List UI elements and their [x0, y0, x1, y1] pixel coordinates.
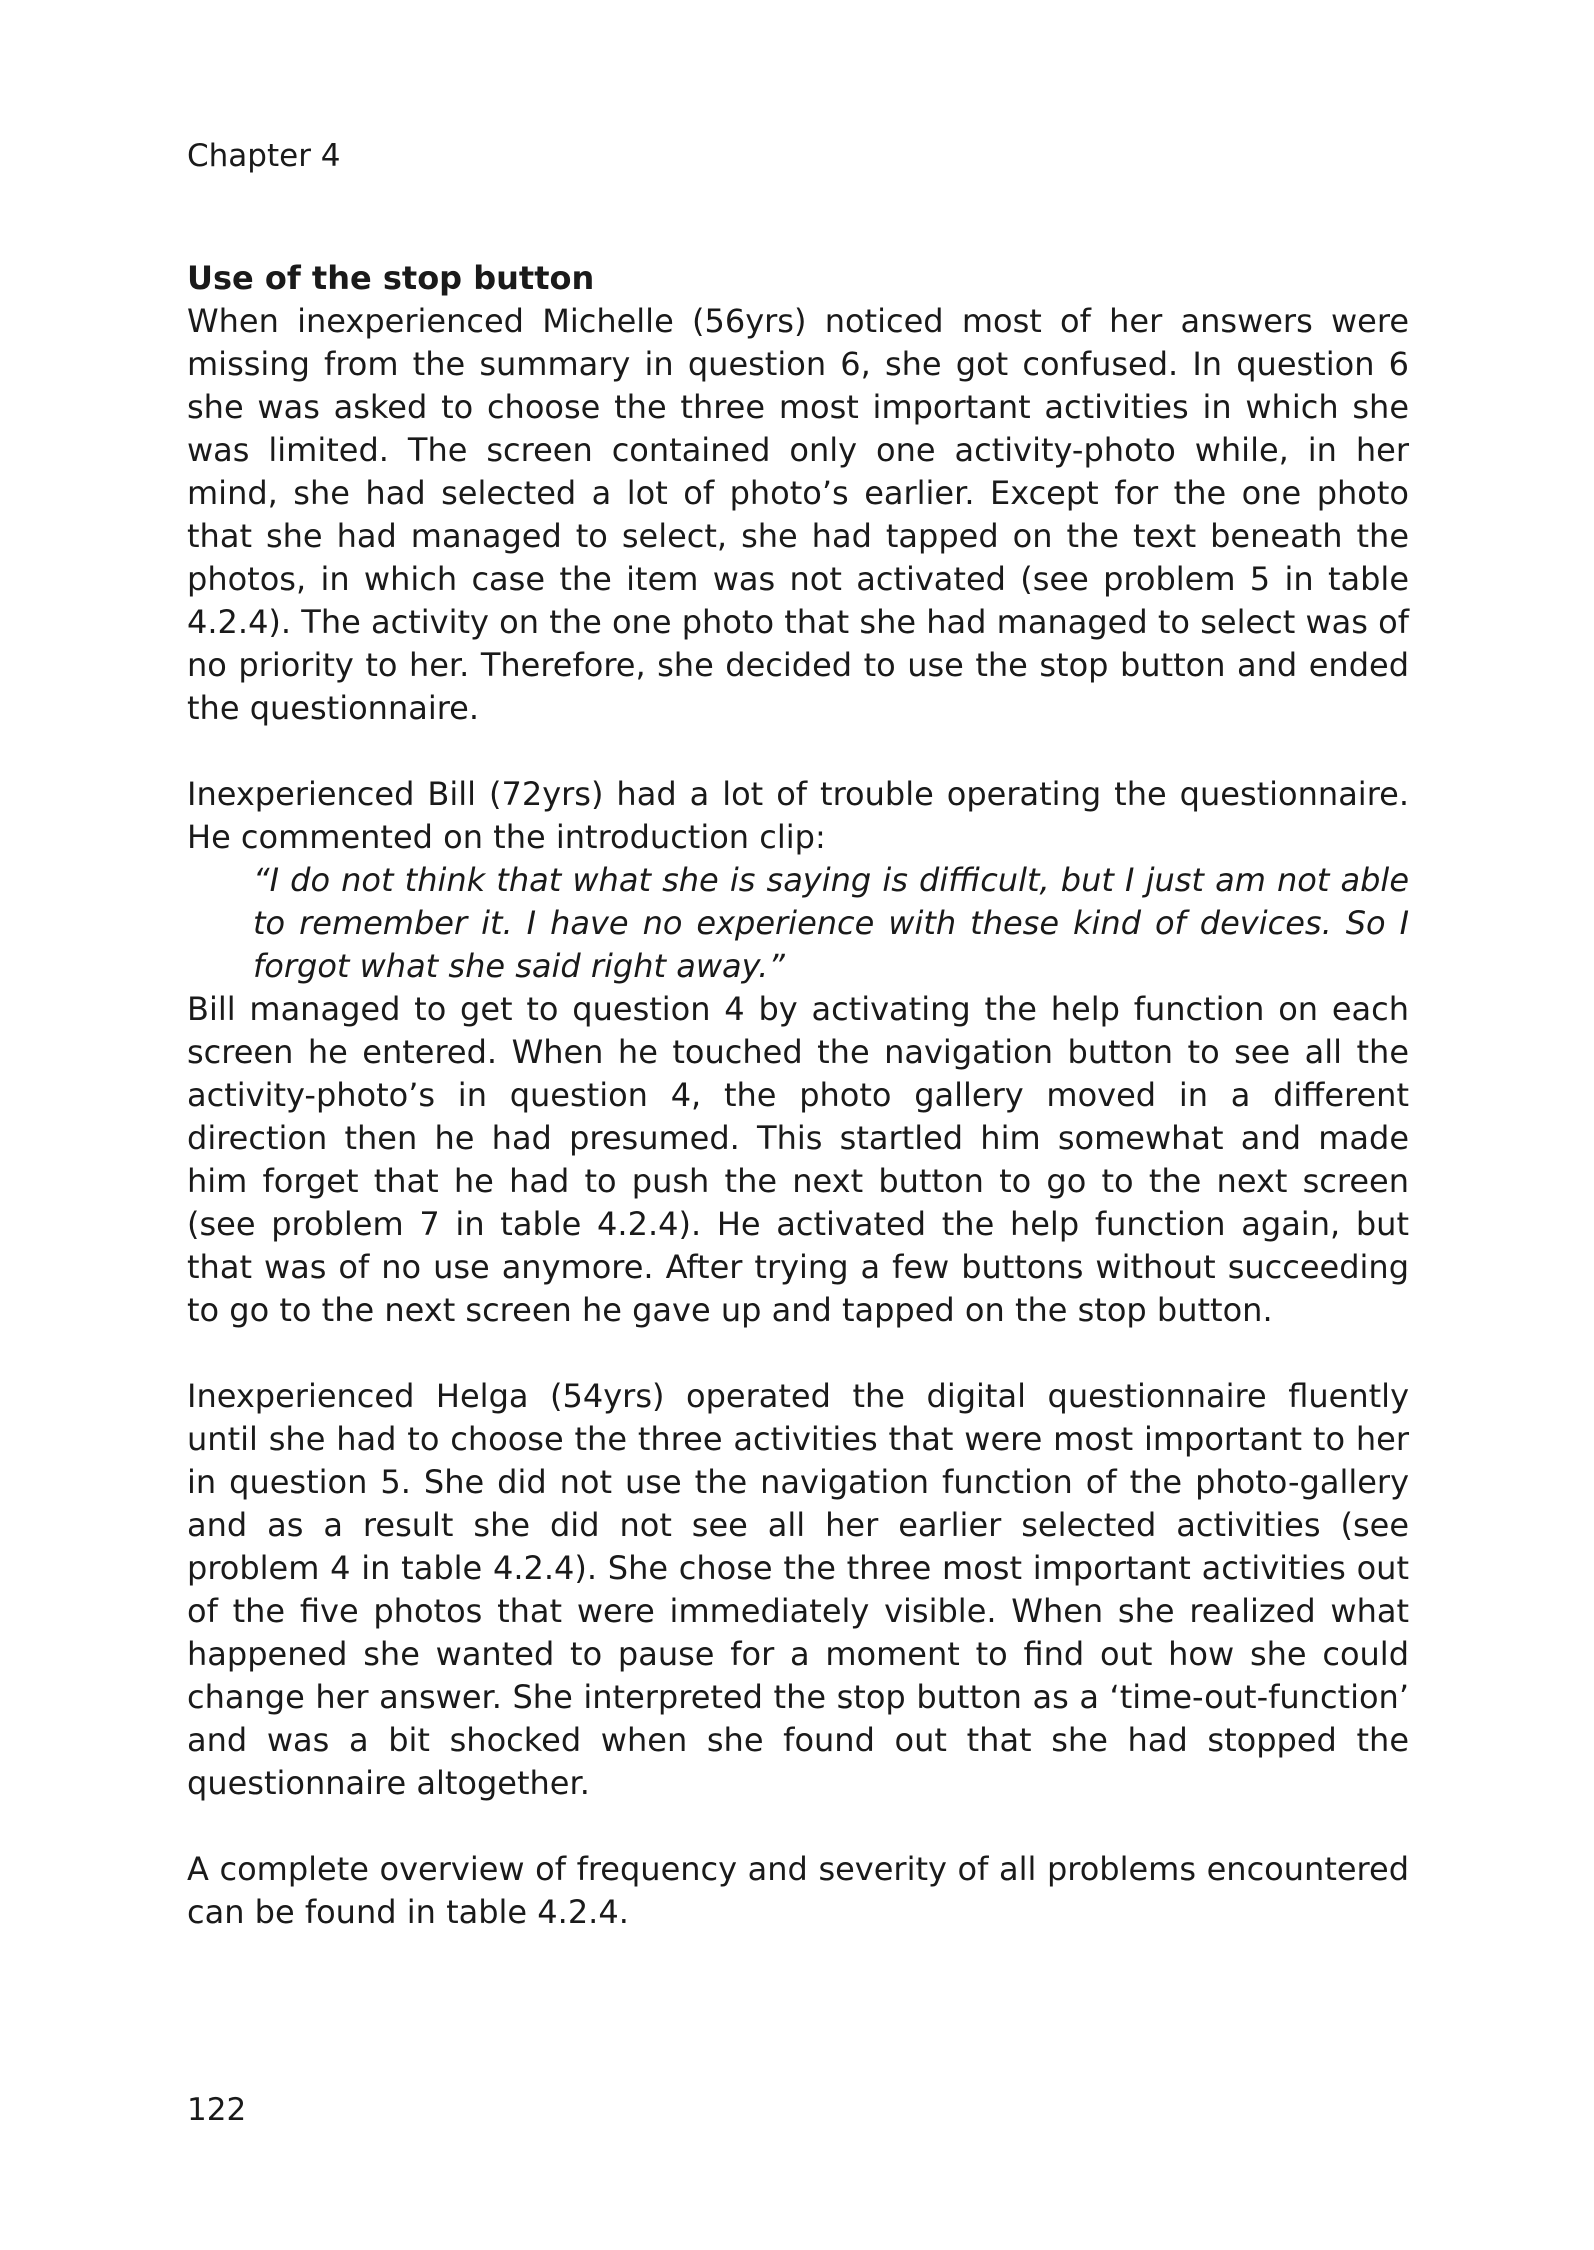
document-page [187, 0, 1409, 2250]
page-number: 122 [187, 2092, 247, 2128]
paragraph-helga: Inexperienced Helga (54yrs) operated the digital questionnaire fluently until she had to choose the three activities that were most important to her in question 5. She did not use the navigation function of the photo-gallery and as a result she did not see all her earlier selected activities (see problem 4 in table 4.2.4). She chose the three most important activities out of the five photos that were immediately visible. When she realized what happened she wanted to pause for a moment to find out how she could change her answer. She interpreted the stop button as a ‘time-out-function’ and was a bit shocked when she found out that she had stopped the questionnaire altogether. [187, 1377, 1409, 1802]
section-heading: Use of the stop button [187, 259, 595, 297]
paragraph-bill: Bill managed to get to question 4 by activating the help function on each screen he entered. When he touched the navigation button to see all the activity-photo’s in question 4, the photo gallery moved in a different direction then he had presumed. This startled him somewhat and made him forget that he had to push the next button to go to the next screen (see problem 7 in table 4.2.4). He activated the help function again, but that was of no use anymore. After trying a few buttons without succeeding to go to the next screen he gave up and tapped on the stop button. [187, 990, 1409, 1329]
paragraph-overview: A complete overview of frequency and severity of all problems encountered can be found in table 4.2.4. [187, 1850, 1409, 1931]
running-head: Chapter 4 [187, 138, 341, 174]
paragraph-michelle: When inexperienced Michelle (56yrs) noticed most of her answers were missing from the summary in question 6, she got confused. In question 6 she was asked to choose the three most important activities in which she was limited. The screen contained only one activity-photo while, in her mind, she had selected a lot of photo’s earlier. Except for the one photo that she had managed to select, she had tapped on the text beneath the photos, in which case the item was not activated (see problem 5 in table 4.2.4). The activity on the one photo that she had managed to select was of no priority to her. Therefore, she decided to use the stop button and ended the questionnaire. [187, 302, 1409, 727]
quote-bill: “I do not think that what she is saying is difficult, but I just am not able to remember it. I have no experience with these kind of devices. So I forgot what she said right away.” [253, 861, 1409, 985]
paragraph-bill-intro: Inexperienced Bill (72yrs) had a lot of trouble operating the questionnaire. He commented on the introduction clip: [187, 775, 1409, 856]
body-text [187, 257, 1409, 1934]
